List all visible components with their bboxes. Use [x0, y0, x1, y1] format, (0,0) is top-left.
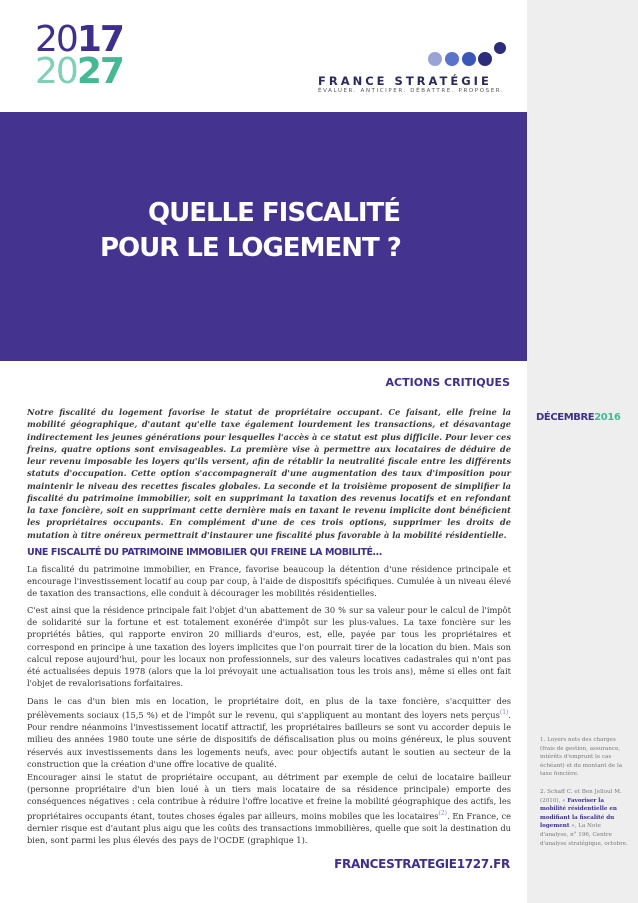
logo-dot-5: [494, 42, 506, 54]
logo-2017: 2017: [35, 19, 123, 60]
logo-dot-1: [428, 52, 442, 66]
title-line-2: POUR LE LOGEMENT ?: [100, 233, 401, 263]
paragraph-4: Encourager ainsi le statut de propriétaire occupant, au détriment par exemple de celui de locataire bailleur (personne propriétaire d'un bien loué à un tiers mais locataire de sa résidence principale) emporte des conséquences négatives : cela contribue à réduire l'offre locative et freine la mobilité géographique des actifs, les propriétaires occupants étant, toutes choses égales par ailleurs, moins mobiles que les locataires$^{(2)}$. En France, ce dernier risque est d'autant plus aigu que les coûts des transactions immobilières, quelle que soit la destination du bien, sont parmi les plus élevés des pays de l'OCDE (graphique 1).: [27, 772, 511, 845]
header: [0, 0, 527, 112]
section-heading: UNE FISCALITÉ DU PATRIMOINE IMMOBILIER QUI FREINE LA MOBILITÉ…: [27, 547, 382, 558]
date-month: DÉCEMBRE: [536, 412, 595, 423]
footnote-2: 2. Schaff C. et Ben Jelloul M. (2010), « Favoriser la mobilité résidentielle en modifiant la fiscalité du logement », La Note d'analyse, n° 196, Centre d'analyse stratégique, octobre.: [540, 788, 628, 847]
footnote-ref-2[interactable]: (2): [438, 809, 448, 817]
date-year: 2016: [594, 412, 621, 423]
org-name: FRANCE STRATÉGIE: [318, 74, 492, 88]
paragraph-3: Dans le cas d'un bien mis en location, le propriétaire doit, en plus de la taxe foncière, s'acquitter des prélèvements sociaux (15,5 %) et de l'impôt sur le revenu, qui s'appliquent au montant des loyers nets perçus$^{(1)}$. Pour rendre néanmoins l'investissement locatif attractif, les propriétaires bailleurs se sont vu accorder depuis le milieu des années 1980 toute une série de dispositifs de défiscalisation plus ou moins généreux, le plus souvent réservés aux investissements dans les logements neufs, avec pour objectifs autant le soutien au secteur de la construction que la création d'une offre locative de qualité.: [27, 696, 511, 769]
logo-dot-3: [462, 52, 476, 66]
footnote-ref-1[interactable]: (1): [499, 709, 509, 717]
series-label: ACTIONS CRITIQUES: [385, 376, 510, 389]
title-line-1: QUELLE FISCALITÉ: [148, 198, 401, 228]
logo-dot-4: [478, 52, 492, 66]
logo-dot-2: [445, 52, 459, 66]
paragraph-1: La fiscalité du patrimoine immobilier, en France, favorise beaucoup la détention d'une résidence principale et encourage l'investissement locatif au coup par coup, à l'aide de dispositifs spécifiques. Cumulée à un niveau élevé de taxation des transactions, elle conduit à décourager les mobilités résidentielles.: [27, 564, 511, 599]
paragraph-2: C'est ainsi que la résidence principale fait l'objet d'un abattement de 30 % sur sa valeur pour le calcul de l'impôt de solidarité sur la fortune et est totalement exonérée d'impôt sur les plus-values. La taxe foncière sur les propriétés bâties, qui rapporte environ 20 milliards d'euros, est, elle, payée par tous les propriétaires et correspond en principe à une taxation des loyers implicites que l'on pourrait tirer de la location du bien. Mais son calcul repose aujourd'hui, pour les locaux non professionnels, sur des valeurs locatives cadastrales qui n'ont pas été actualisées depuis 1978 (alors que la loi prévoyait une actualisation tous les trois ans), même si elles ont fait l'objet de revalorisations forfaitaires.: [27, 605, 511, 689]
footnote-2-link[interactable]: Favoriser la mobilité résidentielle en modifiant la fiscalité du logement: [540, 797, 617, 830]
page-title: [100, 196, 520, 266]
abstract: Notre fiscalité du logement favorise le statut de propriétaire occupant. Ce faisant, elle freine la mobilité géographique, d'autant qu'elle taxe également lourdement les transactions, et désavantage indirectement les jeunes générations pour lesquelles l'accès à ce statut est plus difficile. Pour lever ces freins, quatre options sont envisageables. La première vise à permettre aux locataires de déduire de leur revenu imposable les loyers qu'ils versent, afin de rétablir la neutralité fiscale entre les différents statuts d'occupation. Cette option s'accompagnerait d'une augmentation des taux d'imposition pour maintenir le niveau des recettes fiscales globales. La seconde et la troisième proposent de simplifier la fiscalité du patrimoine immobilier, soit en supprimant la taxation des revenus locatifs et en refondant la taxe foncière, soit en supprimant cette dernière mais en taxant le revenu implicite dont bénéficient les propriétaires occupants. En complément d'une de ces trois options, supprimer les droits de mutation à titre onéreux permettrait d'instaurer une fiscalité plus favorable à la mobilité résidentielle.: [27, 407, 511, 540]
footnotes: [540, 736, 630, 857]
footnote-1: 1. Loyers nets des charges (frais de gestion, assurance, intérêts d'emprunt le cas échéant) et du montant de la taxe foncière.: [540, 737, 623, 778]
publication-date: [536, 412, 620, 423]
website-link[interactable]: FRANCESTRATEGIE1727.FR: [334, 857, 510, 871]
org-tagline: ÉVALUER. ANTICIPER. DÉBATTRE. PROPOSER.: [318, 88, 505, 94]
logo-2027: 2027: [35, 51, 123, 92]
